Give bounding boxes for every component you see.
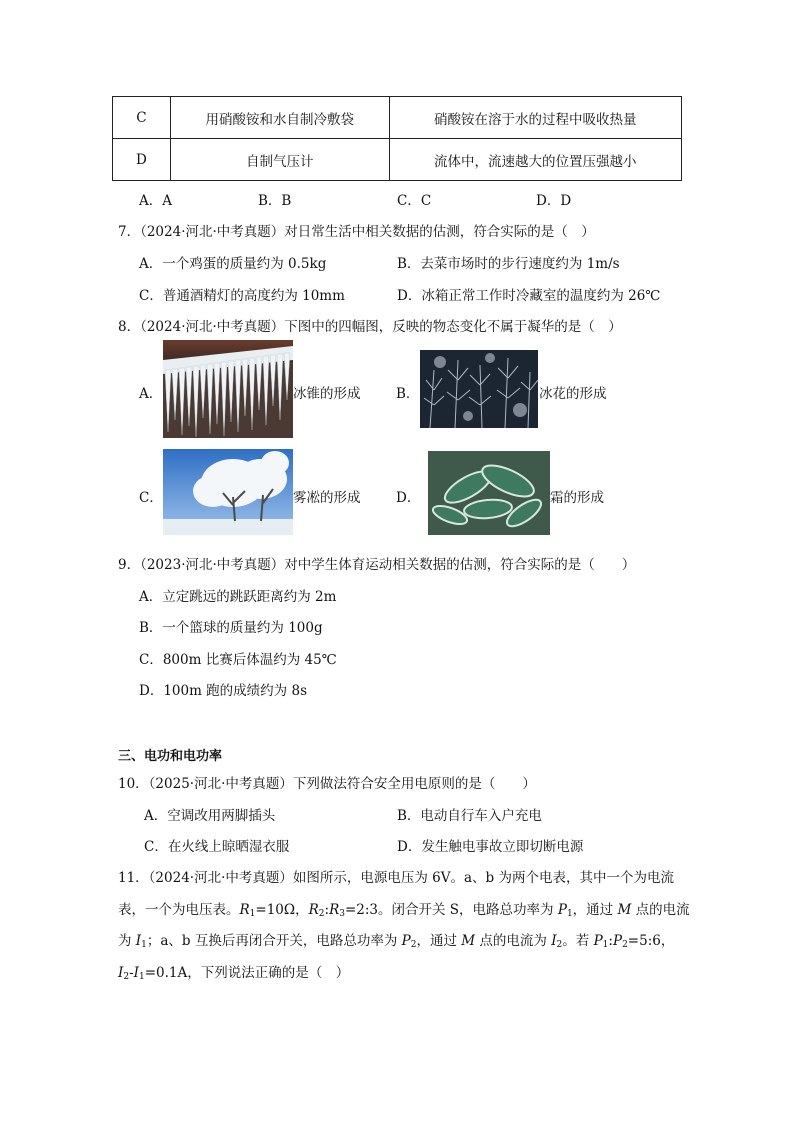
q11-text: =2:3。闭合开关 S，电路总功率为 [344,902,558,918]
q10-stem: 10．（2025·河北·中考真题）下列做法符合安全用电原则的是（ ） [118,776,536,792]
q8-option-a-letter[interactable]: A． [139,386,163,402]
q11-text: ；a、b 互换后再闭合开关，电路总功率为 [146,933,402,949]
q11-var: I [118,965,124,981]
q11-var: P [401,933,411,949]
q11-text: : [324,902,330,918]
q7-option-c[interactable]: C．普通酒精灯的高度约为 10mm [139,288,345,304]
q11-var: P [557,902,567,918]
q11-line-1: 11．（2024·河北·中考真题）如图所示，电源电压为 6V。a、b 为两个电表，其中一个为电流 [118,870,674,886]
q9-stem: 9．（2023·河北·中考真题）对中学生体育运动相关数据的估测，符合实际的是（ ） [118,557,636,573]
q11-line-3 [118,929,674,950]
q11-sub: 3 [339,909,345,919]
table-cell-principle: 流体中，流速越大的位置压强越小 [389,139,682,181]
q6-option-c[interactable]: C．C [397,193,432,209]
table-cell-item: 用硝酸铵和水自制冷敷袋 [170,97,389,139]
q11-var: R [239,902,250,918]
q8-option-b-caption: 冰花的形成 [539,386,607,402]
table-row [113,97,682,139]
q11-sub: 2 [410,940,417,950]
section-title: 三、电功和电功率 [118,749,223,764]
q11-text: =0.1A，下列说法正确的是（ ） [144,965,350,981]
q11-var: I [135,933,142,949]
q11-var: P [612,933,623,949]
q11-text: 表，一个为电压表。 [118,902,240,918]
q11-line-2 [118,898,690,919]
table-cell-item: 自制气压计 [170,139,389,181]
q11-text: - [129,965,134,981]
q11-text: =5:6， [627,933,675,949]
q11-var: P [593,933,603,949]
q11-text: : [608,933,613,949]
q11-var: M [461,933,476,949]
q11-var: I [551,933,557,949]
q11-line-4 [118,961,349,982]
q11-text: 点的电流为 [475,933,552,949]
q11-var: R [329,902,340,918]
q11-sub: 2 [622,940,628,950]
q11-sub: 2 [123,972,130,982]
q8-option-c-caption: 雾凇的形成 [293,490,361,506]
q6-option-a[interactable]: A．A [139,193,172,209]
q9-option-b[interactable]: B．一个篮球的质量约为 100g [139,620,323,636]
q6-option-d[interactable]: D．D [536,193,572,209]
table-row [113,139,682,181]
table-cell-label: C [113,97,171,139]
ice-flower-photo [420,350,538,428]
q8-stem: 8．（2024·河北·中考真题）下图中的四幅图，反映的物态变化不属于凝华的是（ ） [118,319,622,335]
q8-option-a-caption: 冰锥的形成 [293,386,361,402]
q11-sub: 1 [249,909,256,919]
q8-option-b-letter[interactable]: B． [396,386,420,402]
q11-var: R [308,902,319,918]
q8-option-d-letter[interactable]: D． [396,490,421,506]
q7-option-b[interactable]: B．去菜市场时的步行速度约为 1m/s [397,256,620,272]
q8-option-c-letter[interactable]: C． [139,490,163,506]
q9-option-c[interactable]: C．800m 比赛后体温约为 45℃ [139,652,337,668]
previous-question-table [112,96,682,181]
q6-option-b[interactable]: B．B [258,193,292,209]
icicles-photo [163,340,293,438]
q10-option-a[interactable]: A．空调改用两脚插头 [144,808,276,824]
q11-var: I [133,965,139,981]
q7-stem: 7．（2024·河北·中考真题）对日常生活中相关数据的估测，符合实际的是（ ） [118,224,595,240]
q11-text: 为 [118,933,136,949]
q11-var: M [617,902,632,918]
q9-option-d[interactable]: D．100m 跑的成绩约为 8s [139,683,307,699]
q9-option-a[interactable]: A．立定跳远的跳跃距离约为 2m [139,589,337,605]
q10-option-d[interactable]: D．发生触电事故立即切断电源 [397,839,584,855]
q10-option-b[interactable]: B．电动自行车入户充电 [397,808,542,824]
q11-text: ，通过 [416,933,462,949]
q11-sub: 1 [602,940,609,950]
q11-sub: 1 [138,972,145,982]
q11-text: 。若 [562,933,594,949]
q11-sub: 2 [318,909,325,919]
q11-sub: 1 [566,909,573,919]
q11-sub: 1 [141,940,147,950]
q7-option-a[interactable]: A．一个鸡蛋的质量约为 0.5kg [139,256,327,272]
q11-text: 点的电流 [631,902,690,918]
q7-option-d[interactable]: D．冰箱正常工作时冷藏室的温度约为 26℃ [397,288,661,304]
q11-text: ，通过 [572,902,618,918]
q10-option-c[interactable]: C．在火线上晾晒湿衣服 [144,839,290,855]
frost-leaf-photo [428,451,550,535]
table-cell-principle: 硝酸铵在溶于水的过程中吸收热量 [389,97,682,139]
rime-tree-photo [163,449,293,535]
q11-sub: 2 [556,940,563,950]
q11-text: =10Ω， [255,902,309,918]
q8-option-d-caption: 霜的形成 [550,490,604,506]
table-cell-label: D [113,139,171,181]
